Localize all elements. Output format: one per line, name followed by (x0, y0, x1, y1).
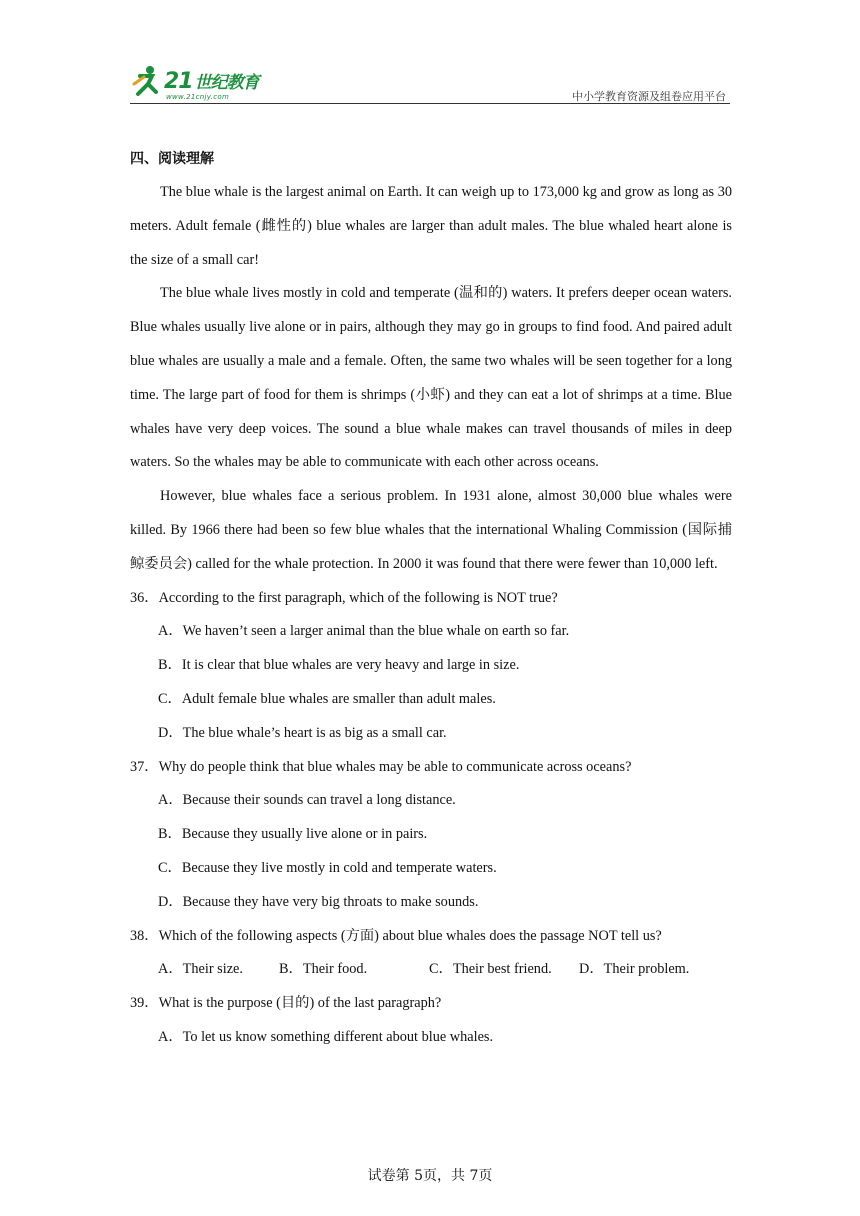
question-36: 36．According to the first paragraph, which of the following is NOT true? (130, 589, 558, 606)
option-38-c: C．Their best friend. (429, 961, 552, 978)
passage-paragraph-1: The blue whale is the largest animal on Earth. It can weigh up to 173,000 kg and grow as long as 30 meters. Adult female (雌性的) blue whales are larger than adult males. The blue whaled heart alone is the size of a small car! (130, 184, 732, 268)
option-36-b: B．It is clear that blue whales are very heavy and large in size. (158, 657, 520, 674)
option-37-c: C．Because they live mostly in cold and temperate waters. (158, 859, 497, 876)
logo-url: www.21cnjy.com (166, 93, 230, 101)
question-38: 38．Which of the following aspects (方面) about blue whales does the passage NOT tell us? (130, 927, 662, 944)
page-header (130, 60, 730, 104)
option-38-b: B．Their food. (279, 961, 368, 978)
option-36-d: D．The blue whale’s heart is as big as a small car. (158, 724, 447, 741)
option-36-c: C．Adult female blue whales are smaller than adult males. (158, 690, 496, 707)
section-title: 四、阅读理解 (130, 151, 214, 167)
header-divider (130, 103, 730, 104)
option-38-a: A．Their size. (158, 961, 243, 978)
option-36-a: A．We haven’t seen a larger animal than the blue whale on earth so far. (158, 623, 570, 640)
option-37-b: B．Because they usually live alone or in pairs. (158, 826, 428, 843)
page-footer: 试卷第 5页，共 7页 (367, 1168, 493, 1184)
option-39-a: A．To let us know something different about blue whales. (158, 1028, 494, 1045)
option-37-d: D．Because they have very big throats to make sounds. (158, 893, 479, 910)
reading-section (130, 142, 732, 1055)
runner-logo-icon (130, 64, 164, 98)
passage-paragraph-3: However, blue whales face a serious problem. In 1931 alone, almost 30,000 blue whales were killed. By 1966 there had been so few blue whales that the international Whaling Commission (国际捕鲸委员会) called for the whale protection. In 2000 it was found that there were fewer than 10,000 left. (130, 488, 732, 572)
logo (130, 62, 270, 102)
option-37-a: A．Because their sounds can travel a long distance. (158, 792, 456, 809)
logo-text: 21 世纪教育 (164, 69, 259, 94)
option-38-d: D．Their problem. (579, 961, 690, 978)
passage-paragraph-2: The blue whale lives mostly in cold and temperate (温和的) waters. It prefers deeper ocean waters. Blue whales usually live alone or in pairs, although they may go in groups to find food. And paired adult blue whales are usually a male and a female. Often, the same two whales will be seen together for a long time. The large part of food for them is shrimps (小虾) and they can eat a lot of shrimps at a time. Blue whales have very deep voices. The sound a blue whale makes can travel thousands of miles in deep waters. So the whales may be able to communicate with each other across oceans. (130, 285, 732, 471)
platform-name: 中小学教育资源及组卷应用平台 (572, 90, 726, 103)
question-37: 37．Why do people think that blue whales may be able to communicate across oceans? (130, 758, 632, 775)
options-38 (130, 953, 732, 987)
question-39: 39．What is the purpose (目的) of the last paragraph? (130, 995, 442, 1012)
